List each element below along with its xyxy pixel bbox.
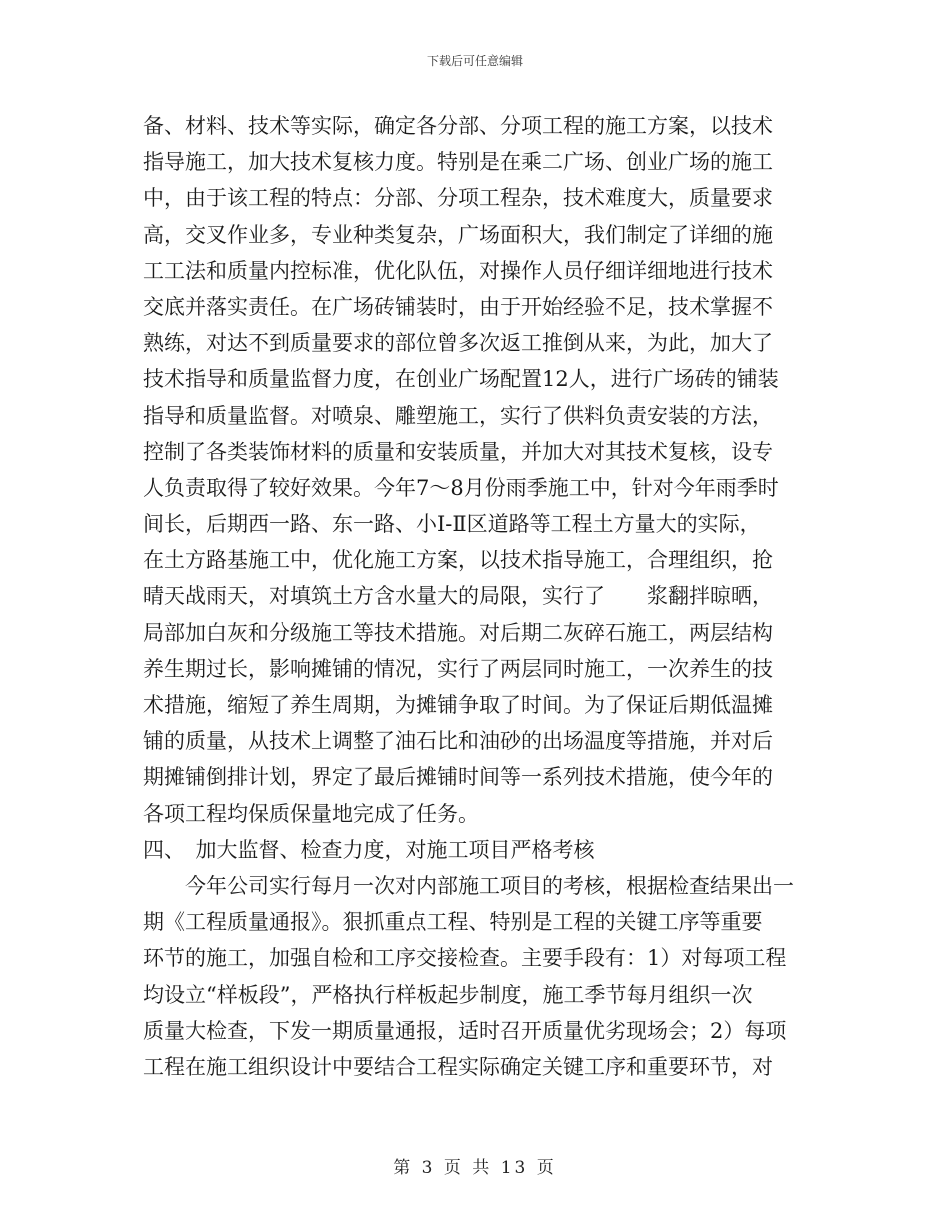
text-line: 今年公司实行每月一次对内部施工项目的考核，根据检查结果出一 — [143, 873, 794, 898]
text-line: 工程在施工组织设计中要结合工程实际确定关键工序和重要环节，对 — [143, 1054, 773, 1079]
text-line: 工工法和质量内控标准，优化队伍，对操作人员仔细详细地进行技术 — [143, 258, 773, 283]
text-line: 质量大检查，下发一期质量通报，适时召开质量优劣现场会；2）每项 — [143, 1018, 787, 1043]
text-line: 中，由于该工程的特点：分部、分项工程杂，技术难度大，质量要求 — [143, 186, 773, 211]
text-line: 各项工程均保质保量地完成了任务。 — [143, 801, 479, 826]
body-text — [143, 108, 813, 1085]
text-line: 备、材料、技术等实际，确定各分部、分项工程的施工方案，以技术 — [143, 114, 773, 138]
text-line: 高，交叉作业多，专业种类复杂，广场面积大，我们制定了详细的施 — [143, 222, 773, 247]
text-line: 环节的施工，加强自检和工序交接检查。主要手段有：1）对每项工程 — [143, 946, 787, 971]
page-footer: 第 3 页 共 13 页 — [393, 1158, 557, 1178]
text-line: 期摊铺倒排计划，界定了最后摊铺时间等一系列技术措施，使今年的 — [143, 765, 773, 790]
text-line: 铺的质量，从技术上调整了油石比和油砂的出场温度等措施，并对后 — [143, 729, 773, 754]
text-line: 人负责取得了较好效果。今年7～8月份雨季施工中，针对今年雨季时 — [143, 475, 779, 500]
text-line: 控制了各类装饰材料的质量和安装质量，并加大对其技术复核，设专 — [143, 439, 773, 464]
text-line: 期《工程质量通报》。狠抓重点工程、特别是工程的关键工序等重要 — [143, 910, 763, 935]
text-line: 局部加白灰和分级施工等技术措施。对后期二灰碎石施工，两层结构 — [143, 620, 773, 645]
text-line: 晴天战雨天，对填筑土方含水量大的局限，实行了 浆翻拌晾晒， — [143, 584, 773, 609]
text-line: 在土方路基施工中，优化施工方案，以技术指导施工，合理组织，抢 — [143, 548, 773, 573]
text-line: 交底并落实责任。在广场砖铺装时，由于开始经验不足，技术掌握不 — [143, 294, 773, 319]
page-header: 下载后可任意编辑 — [426, 54, 523, 68]
text-line: 养生期过长，影响摊铺的情况，实行了两层同时施工，一次养生的技 — [143, 656, 773, 681]
text-line: 间长，后期西一路、东一路、小Ⅰ-Ⅱ区道路等工程土方量大的实际， — [143, 512, 761, 537]
text-line: 术措施，缩短了养生周期，为摊铺争取了时间。为了保证后期低温摊 — [143, 693, 773, 717]
text-line: 四、 加大监督、检查力度，对施工项目严格考核 — [143, 837, 595, 862]
text-line: 技术指导和质量监督力度，在创业广场配置12人，进行广场砖的铺装 — [143, 367, 779, 392]
text-line: 熟练，对达不到质量要求的部位曾多次返工推倒从来，为此，加大了 — [143, 331, 773, 356]
text-line: 指导施工，加大技术复核力度。特别是在乘二广场、创业广场的施工 — [143, 150, 773, 175]
text-line: 指导和质量监督。对喷泉、雕塑施工，实行了供料负责安装的方法， — [143, 403, 773, 428]
text-line: 均设立“样板段”，严格执行样板起步制度，施工季节每月组织一次 — [143, 982, 753, 1007]
